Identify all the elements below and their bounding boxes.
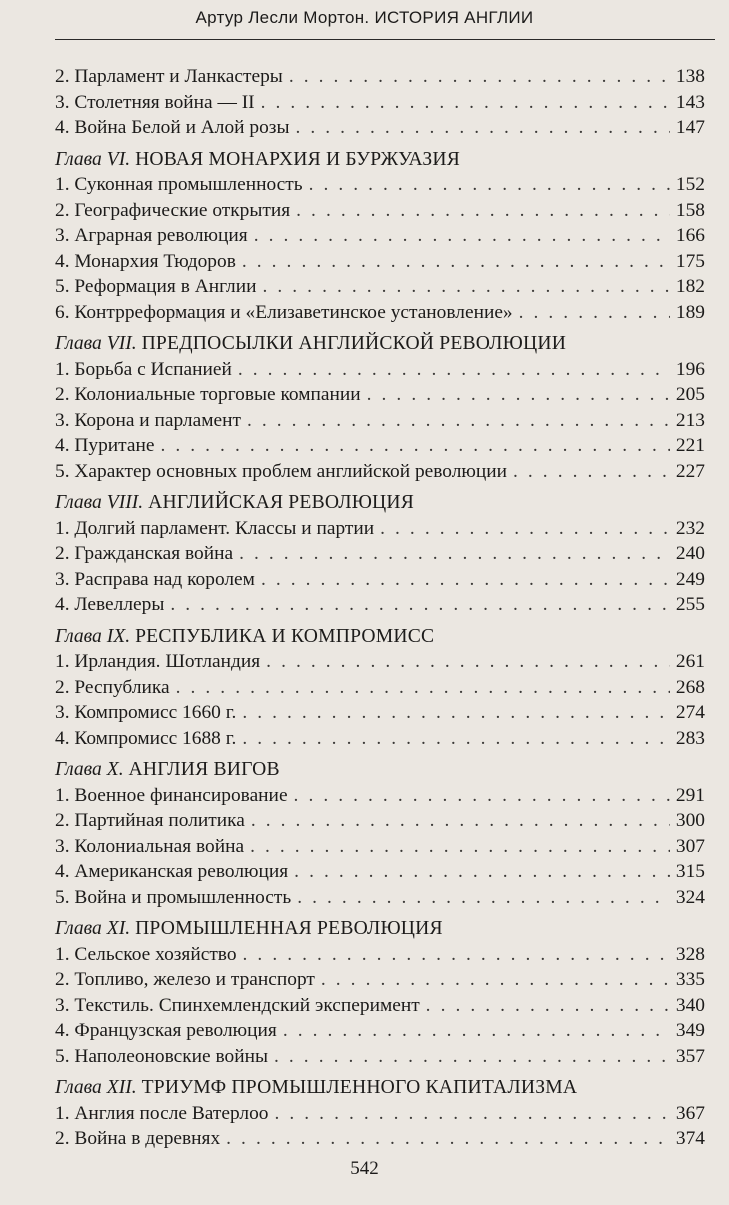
entry-page-number: 221 xyxy=(675,435,705,456)
entry-title: 3. Столетняя война — II xyxy=(55,91,255,113)
toc-entry xyxy=(55,115,705,141)
toc-entry xyxy=(55,649,705,675)
chapter-block xyxy=(55,490,705,618)
dot-leader xyxy=(294,859,670,885)
entry-page-number: 300 xyxy=(675,810,705,831)
entry-title: 2. Колониальные торговые компании xyxy=(55,384,361,405)
entry-page-number: 357 xyxy=(675,1045,705,1067)
chapter-heading xyxy=(55,916,705,942)
dot-leader xyxy=(289,64,670,90)
toc-entry xyxy=(55,592,705,618)
entry-page-number: 249 xyxy=(675,568,705,590)
entry-title: 4. Война Белой и Алой розы xyxy=(55,117,290,138)
toc-entry xyxy=(55,700,705,726)
entry-page-number: 283 xyxy=(675,727,705,749)
toc-entry xyxy=(55,382,705,408)
entry-page-number: 374 xyxy=(675,1128,705,1149)
entry-title: 5. Реформация в Англии xyxy=(55,276,257,297)
entry-title: 3. Текстиль. Спинхемлендский эксперимент xyxy=(55,994,420,1016)
toc-entry xyxy=(55,198,705,224)
chapter-title: РЕСПУБЛИКА И КОМПРОМИСС xyxy=(135,625,435,647)
chapter-block xyxy=(55,331,705,484)
entry-title: 4. Компромисс 1688 г. xyxy=(55,727,237,749)
dot-leader xyxy=(239,541,670,567)
dot-leader xyxy=(367,382,670,408)
entry-page-number: 349 xyxy=(675,1020,705,1041)
chapter-title: ТРИУМФ ПРОМЫШЛЕННОГО КАПИТАЛИЗМА xyxy=(141,1077,578,1098)
dot-leader xyxy=(380,516,670,542)
toc-entry xyxy=(55,993,705,1019)
dot-leader xyxy=(309,172,670,198)
entry-page-number: 324 xyxy=(675,886,705,908)
chapter-heading xyxy=(55,331,705,357)
entry-title: 1. Сельское хозяйство xyxy=(55,943,237,965)
chapter-block xyxy=(55,916,705,1069)
header-rule xyxy=(55,39,715,40)
chapter-block xyxy=(55,147,705,326)
entry-title: 3. Расправа над королем xyxy=(55,568,255,590)
entry-page-number: 261 xyxy=(675,651,705,672)
toc-entry xyxy=(55,541,705,567)
entry-page-number: 138 xyxy=(675,66,705,87)
dot-leader xyxy=(294,783,670,809)
entry-page-number: 166 xyxy=(675,225,705,246)
entry-title: 2. Географические открытия xyxy=(55,199,291,221)
entry-title: 4. Монархия Тюдоров xyxy=(55,250,236,272)
entry-title: 2. Гражданская война xyxy=(55,543,234,564)
entry-page-number: 152 xyxy=(675,174,705,195)
entry-page-number: 268 xyxy=(675,676,705,698)
dot-leader xyxy=(250,834,670,860)
dot-leader xyxy=(261,90,670,116)
dot-leader xyxy=(426,993,670,1019)
chapter-label: Глава XII. xyxy=(55,1077,137,1098)
chapter-heading xyxy=(55,147,705,173)
dot-leader xyxy=(274,1101,670,1127)
entry-title: 2. Республика xyxy=(55,676,170,698)
entry-page-number: 291 xyxy=(675,784,705,806)
toc-entry xyxy=(55,433,705,459)
dot-leader xyxy=(170,592,670,618)
toc-entry xyxy=(55,885,705,911)
chapter-label: Глава VI. xyxy=(55,148,131,170)
entry-page-number: 205 xyxy=(675,384,705,405)
entry-page-number: 182 xyxy=(675,276,705,297)
entry-page-number: 158 xyxy=(675,199,705,221)
chapter-title: ПРОМЫШЛЕННАЯ РЕВОЛЮЦИЯ xyxy=(135,918,443,939)
chapter-heading xyxy=(55,624,705,650)
toc-entry xyxy=(55,408,705,434)
entry-page-number: 307 xyxy=(675,835,705,857)
toc-entry xyxy=(55,172,705,198)
dot-leader xyxy=(242,700,670,726)
entry-title: 5. Наполеоновские войны xyxy=(55,1045,269,1067)
dot-leader xyxy=(176,675,670,701)
entry-title: 2. Топливо, железо и транспорт xyxy=(55,969,315,990)
entry-title: 1. Военное финансирование xyxy=(55,784,288,806)
entry-title: 2. Война в деревнях xyxy=(55,1128,221,1149)
dot-leader xyxy=(242,249,670,275)
entry-page-number: 328 xyxy=(675,943,705,965)
chapter-block xyxy=(55,624,705,752)
toc-entry xyxy=(55,567,705,593)
dot-leader xyxy=(242,726,670,752)
toc-entry xyxy=(55,783,705,809)
toc-entry xyxy=(55,516,705,542)
toc-entry xyxy=(55,808,705,834)
entry-title: 5. Война и промышленность xyxy=(55,886,292,908)
toc-entry xyxy=(55,967,705,993)
toc-entry xyxy=(55,942,705,968)
entry-title: 3. Компромисс 1660 г. xyxy=(55,702,237,723)
page-number-footer: 542 xyxy=(350,1158,379,1179)
chapter-label: Глава XI. xyxy=(55,918,131,939)
dot-leader xyxy=(160,433,670,459)
entry-page-number: 196 xyxy=(675,358,705,380)
dot-leader xyxy=(321,967,670,993)
entry-title: 3. Корона и парламент xyxy=(55,409,241,431)
dot-leader xyxy=(283,1018,670,1044)
running-head: Артур Лесли Мортон. ИСТОРИЯ АНГЛИИ xyxy=(195,8,534,27)
chapter-label: Глава VII. xyxy=(55,333,137,354)
chapter-heading xyxy=(55,1075,705,1101)
chapter-label: Глава X. xyxy=(55,759,124,780)
toc-entry xyxy=(55,1101,705,1127)
toc-entry xyxy=(55,1018,705,1044)
toc-entry xyxy=(55,223,705,249)
table-of-contents xyxy=(55,64,705,1158)
chapter-title: НОВАЯ МОНАРХИЯ И БУРЖУАЗИЯ xyxy=(135,148,460,170)
toc-entry xyxy=(55,90,705,116)
entry-page-number: 367 xyxy=(675,1102,705,1124)
entry-page-number: 143 xyxy=(675,91,705,113)
dot-leader xyxy=(254,223,670,249)
chapter-label: Глава IX. xyxy=(55,625,131,647)
entry-page-number: 335 xyxy=(675,969,705,990)
chapter-heading xyxy=(55,490,705,516)
dot-leader xyxy=(238,357,670,383)
dot-leader xyxy=(266,649,670,675)
entry-page-number: 213 xyxy=(675,409,705,431)
entry-title: 1. Ирландия. Шотландия xyxy=(55,651,261,672)
toc-entry xyxy=(55,64,705,90)
dot-leader xyxy=(295,115,670,141)
entry-title: 5. Характер основных проблем английской революции xyxy=(55,460,508,482)
entry-title: 4. Французская революция xyxy=(55,1020,277,1041)
dot-leader xyxy=(296,198,670,224)
dot-leader xyxy=(274,1044,670,1070)
toc-entry xyxy=(55,834,705,860)
chapter-title: ПРЕДПОСЫЛКИ АНГЛИЙСКОЙ РЕВОЛЮЦИИ xyxy=(141,333,567,354)
entry-title: 1. Суконная промышленность xyxy=(55,174,303,195)
entry-title: 1. Борьба с Испанией xyxy=(55,358,232,380)
entry-page-number: 340 xyxy=(675,994,705,1016)
entry-page-number: 274 xyxy=(675,702,705,723)
toc-entry xyxy=(55,675,705,701)
entry-title: 4. Американская революция xyxy=(55,861,289,882)
toc-entry xyxy=(55,1126,705,1152)
toc-entry xyxy=(55,274,705,300)
entry-page-number: 232 xyxy=(675,517,705,539)
dot-leader xyxy=(226,1126,670,1152)
toc-entry xyxy=(55,859,705,885)
chapter-block xyxy=(55,1075,705,1152)
entry-page-number: 255 xyxy=(675,594,705,615)
entry-title: 1. Англия после Ватерлоо xyxy=(55,1102,269,1124)
entry-page-number: 315 xyxy=(675,861,705,882)
entry-title: 4. Пуритане xyxy=(55,435,155,456)
entry-page-number: 175 xyxy=(675,250,705,272)
continued-entries xyxy=(55,64,705,141)
chapter-list xyxy=(55,147,705,1152)
toc-entry xyxy=(55,300,705,326)
entry-title: 2. Парламент и Ланкастеры xyxy=(55,66,283,87)
toc-entry xyxy=(55,357,705,383)
entry-page-number: 227 xyxy=(675,460,705,482)
dot-leader xyxy=(297,885,670,911)
dot-leader xyxy=(519,300,670,326)
chapter-block xyxy=(55,757,705,910)
entry-title: 3. Колониальная война xyxy=(55,835,245,857)
entry-title: 2. Партийная политика xyxy=(55,810,245,831)
entry-title: 1. Долгий парламент. Классы и партии xyxy=(55,517,375,539)
toc-entry xyxy=(55,459,705,485)
dot-leader xyxy=(262,274,670,300)
dot-leader xyxy=(247,408,670,434)
entry-page-number: 147 xyxy=(675,117,705,138)
entry-title: 4. Левеллеры xyxy=(55,594,165,615)
entry-page-number: 240 xyxy=(675,543,705,564)
chapter-label: Глава VIII. xyxy=(55,492,144,513)
toc-entry xyxy=(55,249,705,275)
dot-leader xyxy=(261,567,670,593)
chapter-heading xyxy=(55,757,705,783)
dot-leader xyxy=(513,459,670,485)
toc-entry xyxy=(55,1044,705,1070)
toc-entry xyxy=(55,726,705,752)
entry-page-number: 189 xyxy=(675,301,705,323)
dot-leader xyxy=(243,942,670,968)
entry-title: 6. Контрреформация и «Елизаветинское установление» xyxy=(55,301,513,323)
dot-leader xyxy=(251,808,670,834)
chapter-title: АНГЛИЙСКАЯ РЕВОЛЮЦИЯ xyxy=(148,492,415,513)
chapter-title: АНГЛИЯ ВИГОВ xyxy=(128,759,280,780)
entry-title: 3. Аграрная революция xyxy=(55,225,248,246)
